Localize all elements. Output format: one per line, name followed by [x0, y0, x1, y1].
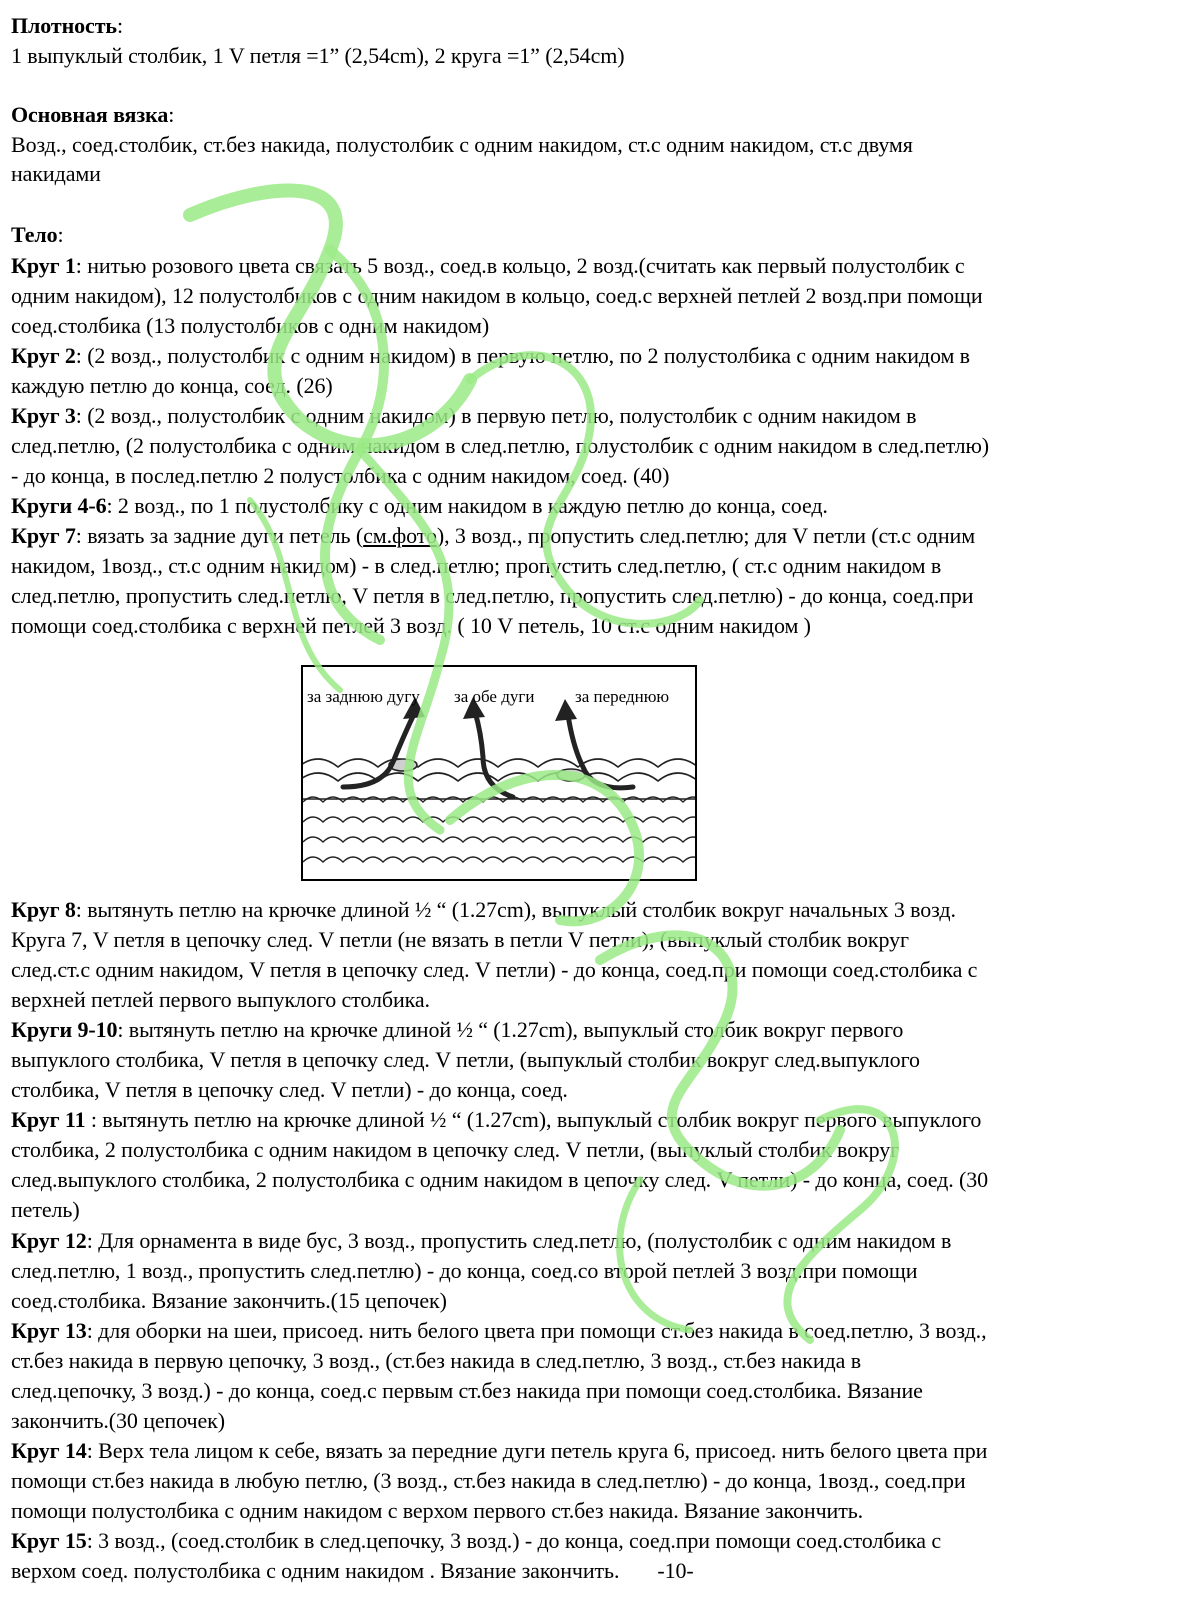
basic-stitches-heading-line: Основная вязка: [11, 102, 175, 127]
label-front-loop: за переднюю [575, 687, 670, 706]
round-11-line: столбика, 2 полустолбика с одним накидом в цепочку след. V петли, (выпуклый столбик вокруг [11, 1137, 900, 1162]
round-3-line: след.петлю, (2 полустолбика с одним накидом в след.петлю, полустолбик с одним накидом в след.петлю) [11, 433, 990, 458]
arrow-both-loops-icon [475, 712, 513, 797]
round-9-10-label: Круги 9-10 [11, 1017, 118, 1042]
density-heading-line: Плотность: [11, 13, 123, 38]
round-3-line: - до конца, в послед.петлю 2 полустолбика с одним накидом, соед. (40) [11, 463, 670, 488]
round-9-10-line: Круги 9-10: вытянуть петлю на крючке длиной ½ “ (1.27cm), выпуклый столбик вокруг первого [11, 1017, 904, 1042]
round-2-line: каждую петлю до конца, соед. (26) [11, 373, 333, 398]
basic-stitches-heading: Основная вязка [11, 102, 169, 127]
round-11-line: след.выпуклого столбика, 2 полустолбика с одним накидом в цепочку след. V петли) - до конца, соед. (30 [11, 1167, 989, 1192]
basic-stitches-line: накидами [11, 161, 101, 186]
stitch-loop-diagram [301, 665, 697, 881]
arrow-back-loop-icon [343, 712, 415, 787]
round-14-label: Круг 14 [11, 1438, 87, 1463]
see-photo-link[interactable]: см.фото [363, 523, 437, 548]
round-7-line: след.петлю, пропустить след.петлю, V петля в след.петлю, пропустить след.петлю) - до конца, соед.при [11, 583, 974, 608]
round-1-line: одним накидом), 12 полустолбиков с одним накидом в кольцо, соед.с верхней петлей 2 возд.при помощи [11, 283, 983, 308]
round-9-10-line: выпуклого столбика, V петля в цепочку след. V петли, (выпуклый столбик вокруг след.выпуклого [11, 1047, 920, 1072]
round-7-line: Круг 7: вязать за задние дуги петель (см.фото), 3 возд., пропустить след.петлю; для V петли (ст.с одним [11, 523, 976, 548]
round-12-label: Круг 12 [11, 1228, 87, 1253]
body-heading: Тело [11, 222, 58, 247]
round-14-line: помощи ст.без накида в любую петлю, (3 возд., ст.без накида в след.петлю) - до конца, 1возд., соед.при [11, 1468, 966, 1493]
round-8-line: след.ст.с одним накидом, V петля в цепочку след. V петли) - до конца, соед.при помощи соед.столбика с [11, 957, 978, 982]
round-12-line: след.петлю, 1 возд., пропустить след.петлю) - до конца, соед.со второй петлей 3 возд.при помощи [11, 1258, 918, 1283]
round-2-label: Круг 2 [11, 343, 76, 368]
round-15-label: Круг 15 [11, 1528, 87, 1553]
round-14-line: помощи полустолбика с одним накидом с верхом первого ст.без накида. Вязание закончить. [11, 1498, 864, 1523]
round-11-line: Круг 11 : вытянуть петлю на крючке длиной ½ “ (1.27cm), выпуклый столбик вокруг первого выпуклого [11, 1107, 982, 1132]
round-7-line: накидом, 1возд., ст.с одним накидом) - в след.петлю; пропустить след.петлю, ( ст.с одним накидом в [11, 553, 942, 578]
round-7-label: Круг 7 [11, 523, 76, 548]
round-12-line: соед.столбика. Вязание закончить.(15 цепочек) [11, 1288, 447, 1313]
basic-stitches-line: Возд., соед.столбик, ст.без накида, полустолбик с одним накидом, ст.с одним накидом, ст.с двумя [11, 132, 913, 157]
round-13-label: Круг 13 [11, 1318, 87, 1343]
round-11-label: Круг 11 [11, 1107, 86, 1132]
round-13-line: Круг 13: для оборки на шеи, присоед. нить белого цвета при помощи ст.без накида в соед.петлю, 3 возд., [11, 1318, 987, 1343]
round-1-line: соед.столбика (13 полустолбиков с одним накидом) [11, 313, 490, 338]
round-8-label: Круг 8 [11, 897, 76, 922]
round-1-label: Круг 1 [11, 253, 76, 278]
round-9-10-line: столбика, V петля в цепочку след. V петли) - до конца, соед. [11, 1077, 568, 1102]
round-3-line: Круг 3: (2 возд., полустолбик с одним накидом) в первую петлю, полустолбик с одним накидом в [11, 403, 917, 428]
round-13-line: ст.без накида в первую цепочку, 3 возд., (ст.без накида в след.петлю, 3 возд., ст.без накида в [11, 1348, 861, 1373]
round-4-6-label: Круги 4-6 [11, 493, 107, 518]
label-back-loop: за заднюю дугу [307, 687, 420, 706]
round-14-line: Круг 14: Верх тела лицом к себе, вязать за передние дуги петель круга 6, присоед. нить белого цвета при [11, 1438, 988, 1463]
body-heading-line: Тело: [11, 222, 64, 247]
round-13-line: след.цепочку, 3 возд.) - до конца, соед.с первым ст.без накида при помощи соед.столбика. Вязание [11, 1378, 923, 1403]
round-3-label: Круг 3 [11, 403, 76, 428]
page-number: -10- [657, 1558, 694, 1583]
round-15-line: Круг 15: 3 возд., (соед.столбик в след.цепочку, 3 возд.) - до конца, соед.при помощи соед.столбика с [11, 1528, 942, 1553]
round-8-line: Круга 7, V петля в цепочку след. V петли (не вязать в петли V петли), (выпуклый столбик вокруг [11, 927, 909, 952]
round-1-line: Круг 1: нитью розового цвета связать 5 возд., соед.в кольцо, 2 возд.(считать как первый полустолбик с [11, 253, 965, 278]
top-loop-row [303, 759, 697, 781]
round-11-line: петель) [11, 1197, 80, 1222]
round-4-6-line: Круги 4-6: 2 возд., по 1 полустолбику с одним накидом в каждую петлю до конца, соед. [11, 493, 828, 518]
round-12-line: Круг 12: Для орнамента в виде бус, 3 возд., пропустить след.петлю, (полустолбик с одним накидом в [11, 1228, 952, 1253]
round-8-line: Круг 8: вытянуть петлю на крючке длиной ½ “ (1.27cm), выпуклый столбик вокруг начальных 3 возд. [11, 897, 956, 922]
round-8-line: верхней петлей первого выпуклого столбика. [11, 987, 430, 1012]
round-2-line: Круг 2: (2 возд., полустолбик с одним накидом) в первую петлю, по 2 полустолбика с одним накидом в [11, 343, 970, 368]
round-7-line: помощи соед.столбика с верхней петлей 3 возд. ( 10 V петель, 10 ст.с одним накидом ) [11, 613, 811, 638]
arrow-icons [343, 712, 633, 797]
stitch-texture [303, 797, 697, 862]
round-15-line: верхом соед. полустолбика с одним накидом . Вязание закончить. -10- [11, 1558, 694, 1583]
label-both-loops: за обе дуги [454, 687, 535, 706]
density-text: 1 выпуклый столбик, 1 V петля =1” (2,54cm), 2 круга =1” (2,54cm) [11, 43, 625, 68]
round-13-line: закончить.(30 цепочек) [11, 1408, 225, 1433]
density-heading: Плотность [11, 13, 117, 38]
